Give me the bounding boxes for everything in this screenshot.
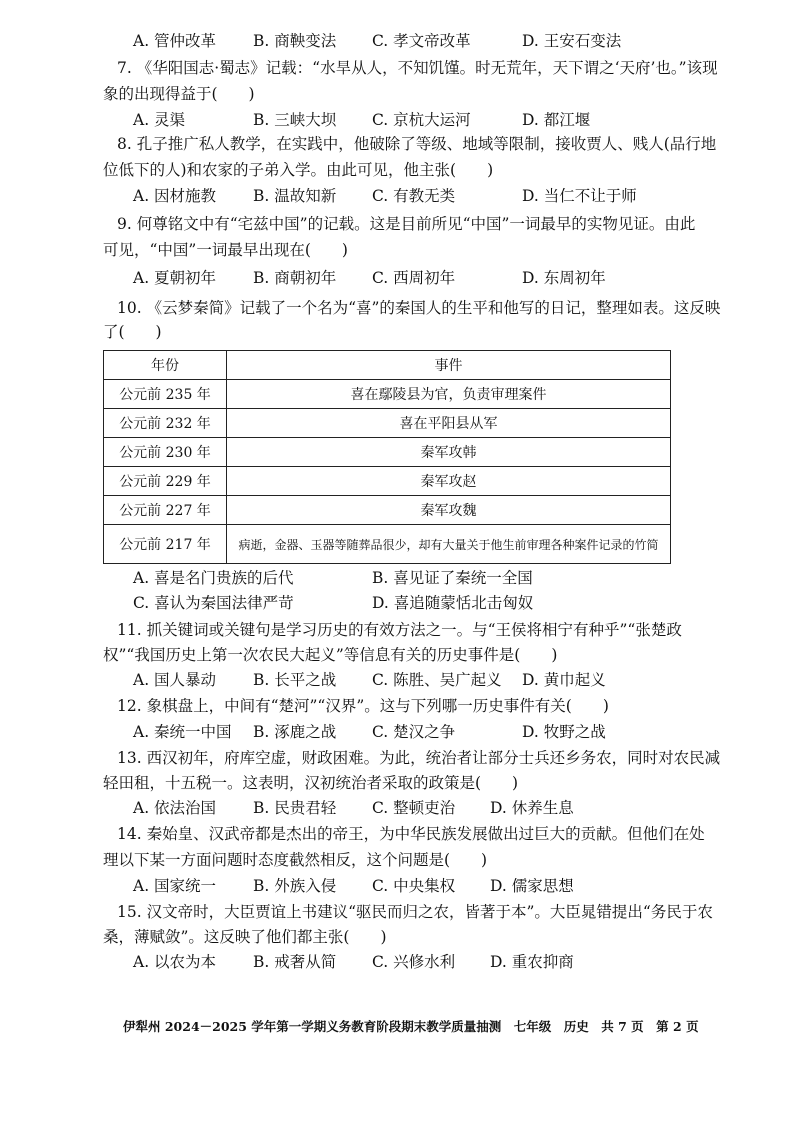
table-cell-year: 公元前 232 年 (104, 409, 227, 438)
table-header-event: 事件 (227, 351, 671, 380)
q11-stem-line2: 权”“我国历史上第一次农民大起义”等信息有关的历史事件是( ) (103, 646, 558, 664)
q9-option-b: B. 商朝初年 (253, 269, 337, 287)
q8-option-d: D. 当仁不让于师 (522, 187, 637, 205)
table-row (104, 380, 671, 409)
table-row (104, 496, 671, 525)
q10-option-d: D. 喜追随蒙恬北击匈奴 (372, 594, 534, 612)
q8-option-a: A. 因材施教 (133, 187, 217, 205)
q11-option-d: D. 黄巾起义 (522, 671, 606, 689)
q12-option-b: B. 涿鹿之战 (253, 723, 337, 741)
q6-option-c: C. 孝文帝改革 (372, 32, 471, 50)
q13-option-a: A. 依法治国 (133, 799, 217, 817)
q8-stem-line2: 位低下的人)和农家的子弟入学。由此可见，他主张( ) (103, 161, 494, 179)
q7-option-b: B. 三峡大坝 (253, 111, 337, 129)
table-cell-year: 公元前 227 年 (104, 496, 227, 525)
q11-option-b: B. 长平之战 (253, 671, 337, 689)
q7-option-d: D. 都江堰 (522, 111, 591, 129)
table-header-year: 年份 (104, 351, 227, 380)
q6-option-d: D. 王安石变法 (522, 32, 622, 50)
table-cell-year: 公元前 235 年 (104, 380, 227, 409)
table-row (104, 525, 671, 564)
q10-stem-line2: 了( ) (103, 323, 162, 341)
table-cell-year: 公元前 229 年 (104, 467, 227, 496)
q9-option-a: A. 夏朝初年 (133, 269, 217, 287)
q15-stem-line2: 桑，薄赋敛”。这反映了他们都主张( ) (103, 928, 387, 946)
q12-stem-line1: 12. 象棋盘上，中间有“楚河”“汉界”。这与下列哪一历史事件有关( ) (117, 697, 609, 715)
q14-option-c: C. 中央集权 (372, 877, 456, 895)
table-cell-event: 秦军攻魏 (227, 496, 671, 525)
q14-option-b: B. 外族入侵 (253, 877, 337, 895)
q6-option-a: A. 管仲改革 (133, 32, 217, 50)
q6-option-b: B. 商鞅变法 (253, 32, 337, 50)
table-cell-event: 喜在鄢陵县为官，负责审理案件 (227, 380, 671, 409)
q13-stem-line2: 轻田租，十五税一。这表明，汉初统治者采取的政策是( ) (103, 774, 519, 792)
table-cell-year: 公元前 217 年 (104, 525, 227, 564)
q7-stem-line2: 象的出现得益于( ) (103, 85, 255, 103)
table-row (104, 467, 671, 496)
q8-option-b: B. 温故知新 (253, 187, 337, 205)
q13-stem-line1: 13. 西汉初年，府库空虚，财政困难。为此，统治者让部分士兵还乡务农，同时对农民减 (117, 749, 721, 767)
q11-option-a: A. 国人暴动 (133, 671, 217, 689)
q14-option-d: D. 儒家思想 (490, 877, 574, 895)
q9-option-d: D. 东周初年 (522, 269, 606, 287)
q11-option-c: C. 陈胜、吴广起义 (372, 671, 502, 689)
table-cell-event: 喜在平阳县从军 (227, 409, 671, 438)
q7-option-a: A. 灵渠 (133, 111, 186, 129)
q15-option-a: A. 以农为本 (133, 953, 217, 971)
q9-stem-line2: 可见，“中国”一词最早出现在( ) (103, 241, 348, 259)
q7-stem-line1: 7. 《华阳国志·蜀志》记载：“水旱从人，不知饥馑。时无荒年，天下谓之‘天府’也。”该现 (117, 59, 718, 77)
q8-stem-line1: 8. 孔子推广私人教学，在实践中，他破除了等级、地域等限制，接收贾人、贱人(品行地 (117, 135, 717, 153)
q9-option-c: C. 西周初年 (372, 269, 456, 287)
table-cell-event: 秦军攻韩 (227, 438, 671, 467)
q13-option-d: D. 休养生息 (490, 799, 574, 817)
q10-option-c: C. 喜认为秦国法律严苛 (133, 594, 294, 612)
q12-option-d: D. 牧野之战 (522, 723, 606, 741)
page-footer: 伊犁州 2024－2025 学年第一学期义务教育阶段期末教学质量抽测 七年级 历史 共 7 页 第 2 页 (123, 1019, 699, 1034)
q15-option-b: B. 戒奢从简 (253, 953, 337, 971)
table-cell-year: 公元前 230 年 (104, 438, 227, 467)
q10-event-table (103, 350, 671, 564)
q12-option-c: C. 楚汉之争 (372, 723, 456, 741)
q12-option-a: A. 秦统一中国 (133, 723, 232, 741)
q9-stem-line1: 9. 何尊铭文中有“宅兹中国”的记载。这是目前所见“中国”一词最早的实物见证。由此 (117, 215, 696, 233)
q14-stem-line1: 14. 秦始皇、汉武帝都是杰出的帝王，为中华民族发展做出过巨大的贡献。但他们在处 (117, 825, 705, 843)
q14-option-a: A. 国家统一 (133, 877, 217, 895)
q10-stem-line1: 10. 《云梦秦简》记载了一个名为“喜”的秦国人的生平和他写的日记，整理如表。这反映 (117, 299, 721, 317)
table-cell-event: 病逝，金器、玉器等随葬品很少，却有大量关于他生前审理各种案件记录的竹简 (227, 525, 671, 564)
q15-option-d: D. 重农抑商 (490, 953, 574, 971)
q10-option-b: B. 喜见证了秦统一全国 (372, 569, 533, 587)
q10-option-a: A. 喜是名门贵族的后代 (133, 569, 294, 587)
q11-stem-line1: 11. 抓关键词或关键句是学习历史的有效方法之一。与“王侯将相宁有种乎”“张楚政 (117, 621, 682, 639)
q13-option-b: B. 民贵君轻 (253, 799, 337, 817)
table-row (104, 409, 671, 438)
table-cell-event: 秦军攻赵 (227, 467, 671, 496)
q15-option-c: C. 兴修水利 (372, 953, 456, 971)
q8-option-c: C. 有教无类 (372, 187, 456, 205)
q7-option-c: C. 京杭大运河 (372, 111, 471, 129)
q14-stem-line2: 理以下某一方面问题时态度截然相反，这个问题是( ) (103, 851, 488, 869)
q13-option-c: C. 整顿吏治 (372, 799, 456, 817)
q15-stem-line1: 15. 汉文帝时，大臣贾谊上书建议“驱民而归之农，皆著于本”。大臣晁错提出“务民于农 (117, 903, 713, 921)
table-row (104, 438, 671, 467)
